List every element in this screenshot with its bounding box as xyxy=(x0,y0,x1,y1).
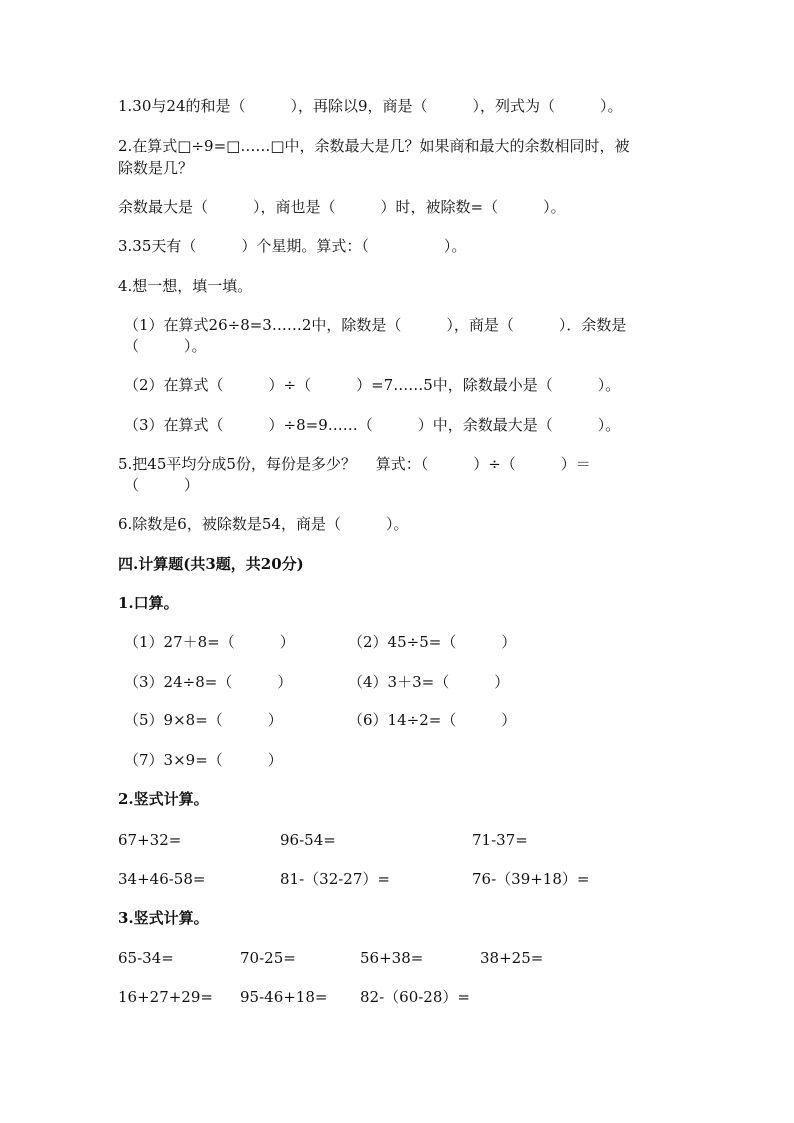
vertical-item: 96-54= xyxy=(280,831,336,849)
question-4-title: 4.想一想，填一填。 xyxy=(118,277,253,295)
oral-item: （2）45÷5=（ ） xyxy=(348,633,517,651)
section-4-heading: 四.计算题(共3题，共20分) xyxy=(118,555,304,573)
vertical-item: 95-46+18= xyxy=(240,988,328,1006)
question-4-1-line1: （1）在算式26÷8=3……2中，除数是（ ），商是（ ）．余数是 xyxy=(124,316,627,334)
vertical-item: 56+38= xyxy=(360,949,424,967)
question-4-2: （2）在算式（ ）÷（ ）=7……5中，除数最小是（ ）。 xyxy=(124,376,621,394)
question-5-line1: 5.把45平均分成5份，每份是多少？ 算式：（ ）÷（ ）＝ xyxy=(118,455,591,473)
vertical-item: 34+46-58= xyxy=(118,870,206,888)
oral-item: （3）24÷8=（ ） xyxy=(124,673,293,691)
question-4-1-line2: （ ）。 xyxy=(124,337,207,355)
vertical-item: 76-（39+18）= xyxy=(472,870,590,888)
oral-item: （7）3×9=（ ） xyxy=(124,751,283,769)
oral-item: （4）3＋3=（ ） xyxy=(348,673,510,691)
vertical-item: 16+27+29= xyxy=(118,988,213,1006)
oral-calc-title: 1.口算。 xyxy=(118,594,179,612)
question-2-line2: 除数是几？ xyxy=(118,159,194,177)
vertical-item: 67+32= xyxy=(118,831,182,849)
oral-item: （1）27＋8=（ ） xyxy=(124,633,295,651)
vertical-item: 81-（32-27）= xyxy=(280,870,390,888)
question-2-answer: 余数最大是（ ），商也是（ ）时，被除数=（ ）。 xyxy=(118,198,566,216)
vertical-item: 65-34= xyxy=(118,949,174,967)
oral-item: （6）14÷2=（ ） xyxy=(348,711,517,729)
question-6: 6.除数是6，被除数是54，商是（ ）。 xyxy=(118,515,409,533)
question-2-line1: 2.在算式□÷9=□……□中，余数最大是几？如果商和最大的余数相同时，被 xyxy=(118,137,630,155)
vertical-item: 82-（60-28）= xyxy=(360,988,470,1006)
question-3: 3.35天有（ ）个星期。算式：（ ）。 xyxy=(118,237,467,255)
vertical-calc-title-1: 2.竖式计算。 xyxy=(118,790,209,808)
vertical-item: 71-37= xyxy=(472,831,528,849)
vertical-item: 70-25= xyxy=(240,949,296,967)
oral-item: （5）9×8=（ ） xyxy=(124,711,283,729)
question-4-3: （3）在算式（ ）÷8=9……（ ）中，余数最大是（ ）。 xyxy=(124,416,621,434)
vertical-item: 38+25= xyxy=(480,949,544,967)
question-1: 1.30与24的和是（ ），再除以9，商是（ ），列式为（ ）。 xyxy=(118,97,623,115)
vertical-calc-title-2: 3.竖式计算。 xyxy=(118,909,209,927)
question-5-line2: （ ） xyxy=(124,476,200,494)
